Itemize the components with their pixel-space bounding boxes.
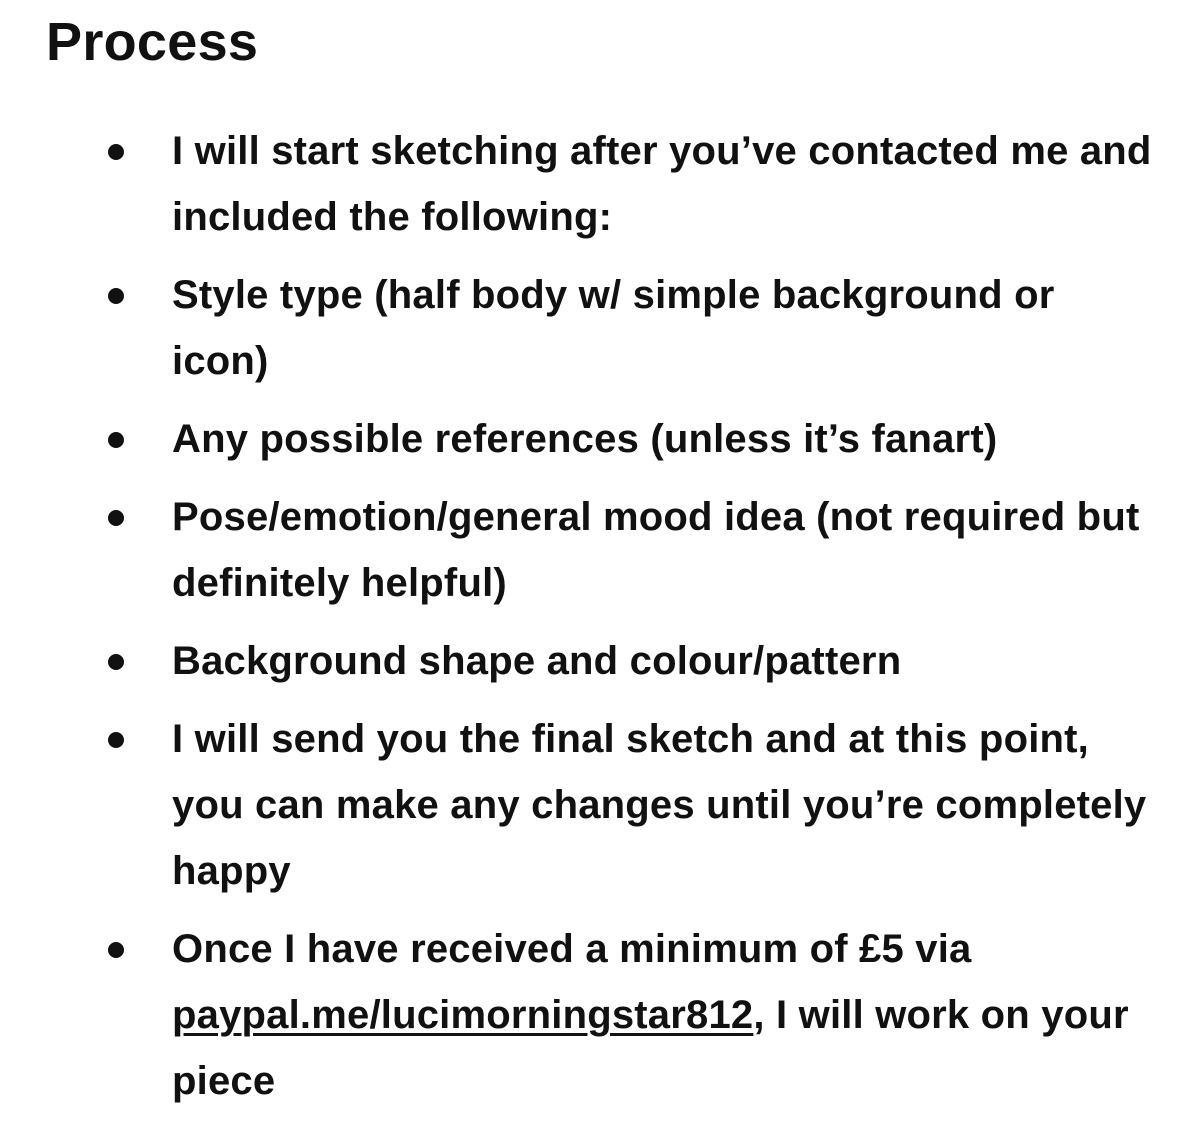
list-item: [0, 916, 1200, 1114]
list-item: [0, 262, 1200, 394]
paypal-link[interactable]: paypal.me/lucimorningstar812: [172, 993, 754, 1037]
process-list: [0, 118, 1200, 1126]
bullet-icon: [108, 288, 124, 304]
bullet-icon: [108, 432, 124, 448]
list-item-text: Style type (half body w/ simple background or icon): [172, 273, 1055, 383]
list-item: [0, 484, 1200, 616]
list-item-text: Any possible references (unless it’s fanart): [172, 417, 998, 461]
payment-text-suffix: , I will work on your piece: [172, 993, 1129, 1103]
bullet-icon: [108, 144, 124, 160]
bullet-icon: [108, 732, 124, 748]
list-item: [0, 406, 1200, 472]
bullet-icon: [108, 510, 124, 526]
list-item-text: I will start sketching after you’ve contacted me and included the following:: [172, 129, 1152, 239]
list-item: [0, 706, 1200, 904]
list-item-text: Pose/emotion/general mood idea (not required but definitely helpful): [172, 495, 1140, 605]
list-item-text: Background shape and colour/pattern: [172, 639, 902, 683]
list-item-text: I will send you the final sketch and at this point, you can make any changes until you’re completely happy: [172, 717, 1147, 893]
bullet-icon: [108, 942, 124, 958]
list-item: [0, 628, 1200, 694]
list-item: [0, 118, 1200, 250]
page-title: Process: [46, 12, 259, 72]
payment-text-prefix: Once I have received a minimum of £5 via: [172, 927, 972, 971]
bullet-icon: [108, 654, 124, 670]
